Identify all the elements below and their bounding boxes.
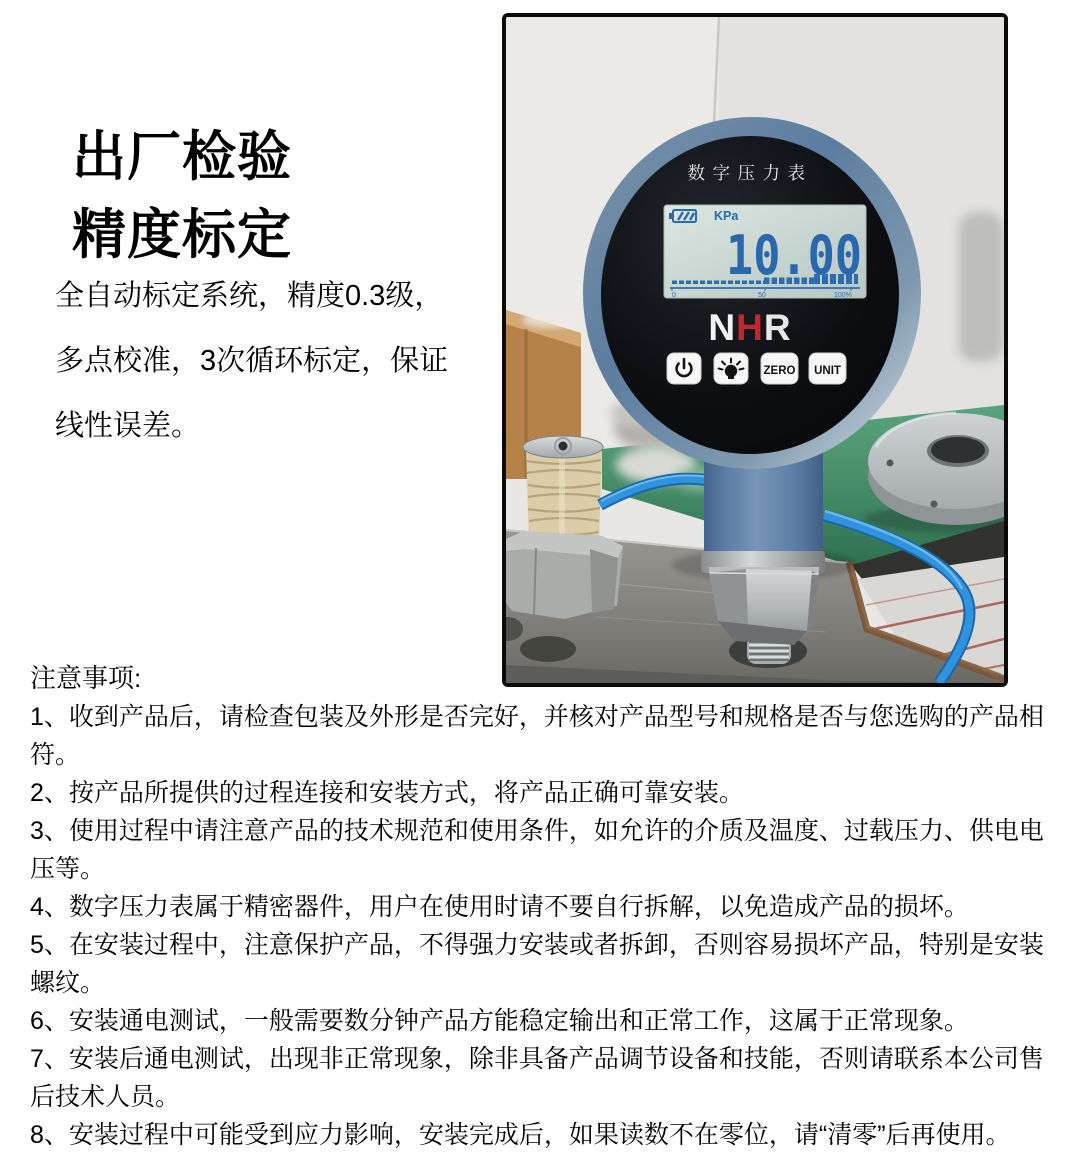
precautions-title: 注意事项: bbox=[30, 663, 142, 693]
lcd-scale-min: 0 bbox=[672, 292, 676, 299]
page-title-line2: 精度标定 bbox=[72, 205, 292, 265]
description-text bbox=[55, 264, 448, 459]
note-item-4: 4、数字压力表属于精密器件，用户在使用时请不要自行拆解，以免造成产品的损坏。 bbox=[30, 893, 969, 921]
lcd-display bbox=[664, 205, 866, 299]
gauge-title: 数字压力表 bbox=[687, 163, 813, 183]
photo-scene bbox=[506, 17, 1004, 683]
lcd-scale-max: 100% bbox=[834, 292, 852, 299]
lcd-unit: KPa bbox=[714, 209, 739, 223]
note-item-3: 3、使用过程中请注意产品的技术规范和使用条件，如允许的介质及温度、过载压力、供电电压等。 bbox=[30, 817, 1044, 883]
power-button bbox=[667, 353, 701, 384]
brand-letter-n: N bbox=[708, 307, 737, 348]
page-title-line1: 出厂检验 bbox=[72, 127, 292, 187]
note-item-6: 6、安装通电测试，一般需要数分钟产品方能稳定输出和正常工作，这属于正常现象。 bbox=[30, 1007, 969, 1035]
precautions-section bbox=[30, 658, 1046, 1154]
lcd-value: 10.00 bbox=[726, 224, 862, 287]
unit-button bbox=[809, 353, 846, 384]
description-line: 全自动标定系统，精度0.3级， bbox=[55, 280, 444, 312]
description-line: 多点校准，3次循环标定，保证 bbox=[55, 345, 449, 377]
product-photo bbox=[502, 13, 1008, 687]
note-item-5: 5、在安装过程中，注意保护产品，不得强力安装或者拆卸，否则容易损坏产品，特别是安装螺纹。 bbox=[30, 931, 1044, 997]
brand-logo bbox=[708, 307, 791, 348]
page-title bbox=[72, 118, 292, 274]
note-item-8: 8、安装过程中可能受到应力影响，安装完成后，如果读数不在零位，请“清零”后再使用。 bbox=[30, 1121, 1011, 1149]
brand-letter-h: H bbox=[736, 307, 764, 348]
zero-button-label: ZERO bbox=[763, 365, 796, 377]
note-item-2: 2、按产品所提供的过程连接和安装方式，将产品正确可靠安装。 bbox=[30, 779, 744, 807]
unit-button-label: UNIT bbox=[814, 365, 841, 377]
note-item-1: 1、收到产品后，请检查包装及外形是否完好，并核对产品型号和规格是否与您选购的产品相符。 bbox=[30, 703, 1044, 769]
note-item-7: 7、安装后通电测试，出现非正常现象，除非具备产品调节设备和技能，否则请联系本公司售后技术人员。 bbox=[30, 1045, 1044, 1111]
lcd-scale-mid: 50 bbox=[758, 292, 766, 299]
background-object bbox=[958, 212, 1004, 362]
brand-letter-r: R bbox=[763, 307, 792, 348]
backlight-button bbox=[714, 353, 748, 384]
zero-button bbox=[761, 353, 798, 384]
description-line: 线性误差。 bbox=[55, 410, 201, 442]
